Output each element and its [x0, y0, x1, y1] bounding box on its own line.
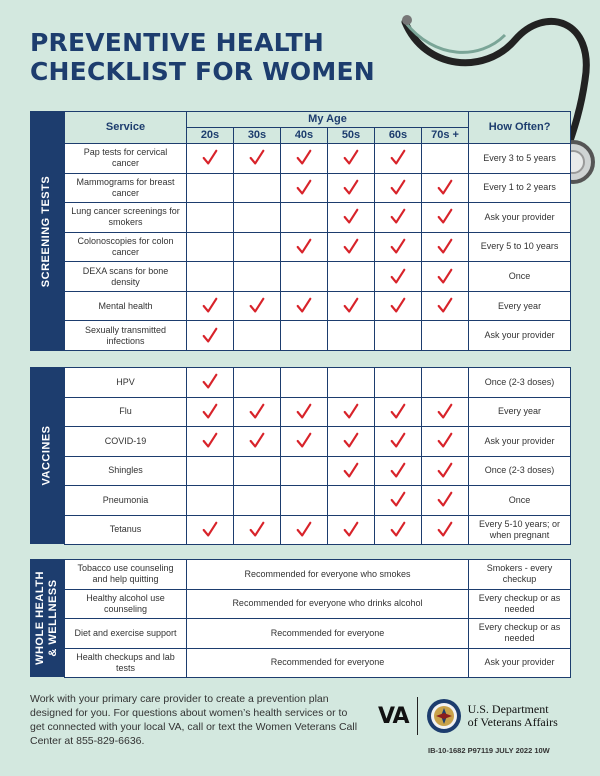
table-row [65, 560, 571, 590]
title-line-1: PREVENTIVE HEALTH [30, 28, 325, 57]
age-check-cell [328, 291, 375, 321]
age-check-cell [375, 203, 422, 233]
table-row [65, 486, 571, 516]
checkmark-icon [389, 462, 407, 480]
age-check-cell [422, 397, 469, 427]
age-check-cell [234, 368, 281, 398]
checkmark-icon [248, 432, 266, 450]
checkmark-icon [201, 297, 219, 315]
dept-line-2: of Veterans Affairs [467, 715, 558, 729]
service-cell: Lung cancer screenings for smokers [65, 203, 187, 233]
checkmark-icon [295, 521, 313, 539]
age-check-cell [422, 203, 469, 233]
how-often-cell: Every year [469, 397, 571, 427]
wellness-band [30, 559, 64, 677]
checkmark-icon [342, 297, 360, 315]
age-check-cell [328, 321, 375, 351]
checkmark-icon [436, 521, 454, 539]
checkmark-icon [248, 403, 266, 421]
checkmark-icon [342, 462, 360, 480]
age-check-cell [328, 486, 375, 516]
age-check-cell [187, 515, 234, 545]
age-check-cell [234, 515, 281, 545]
age-check-cell [234, 427, 281, 457]
service-cell: Pap tests for cervical cancer [65, 144, 187, 174]
age-check-cell [187, 262, 234, 292]
age-check-cell [328, 368, 375, 398]
age-check-cell [187, 232, 234, 262]
age-40s: 40s [281, 128, 328, 144]
service-cell: Tetanus [65, 515, 187, 545]
age-check-cell [234, 321, 281, 351]
recommendation-cell: Recommended for everyone [187, 648, 469, 678]
va-mark: VA [378, 703, 409, 729]
service-cell: Flu [65, 397, 187, 427]
how-often-cell: Ask your provider [469, 427, 571, 457]
checkmark-icon [436, 268, 454, 286]
table-row [65, 648, 571, 678]
service-cell: Tobacco use counseling and help quitting [65, 560, 187, 590]
how-often-header: How Often? [469, 112, 571, 144]
footer-text: Work with your primary care provider to create a prevention plan designed for you. For questions about women’s health services or to get connected with your local VA, call or text the Women Veterans Call Center at 855-829-6636. [30, 693, 358, 747]
my-age-header: My Age [187, 112, 469, 128]
logo-divider [417, 697, 418, 735]
table-row [65, 619, 571, 649]
vaccines-rows [65, 368, 571, 545]
age-check-cell [375, 144, 422, 174]
age-check-cell [187, 397, 234, 427]
screening-table [64, 111, 571, 351]
checkmark-icon [201, 327, 219, 345]
age-check-cell [422, 427, 469, 457]
wellness-label: WHOLE HEALTH & WELLNESS [34, 571, 60, 665]
checkmark-icon [436, 297, 454, 315]
age-check-cell [375, 397, 422, 427]
age-check-cell [375, 262, 422, 292]
age-check-cell [187, 144, 234, 174]
how-often-cell: Every 5-10 years; or when pregnant [469, 515, 571, 545]
checkmark-icon [436, 179, 454, 197]
screening-band [30, 111, 64, 351]
checkmark-icon [436, 403, 454, 421]
table-row [65, 173, 571, 203]
department-name [468, 703, 558, 729]
age-check-cell [234, 397, 281, 427]
checkmark-icon [342, 432, 360, 450]
age-check-cell [281, 144, 328, 174]
checkmark-icon [389, 521, 407, 539]
age-check-cell [281, 427, 328, 457]
age-check-cell [234, 173, 281, 203]
age-check-cell [281, 397, 328, 427]
service-cell: Shingles [65, 456, 187, 486]
age-check-cell [281, 368, 328, 398]
checkmark-icon [436, 462, 454, 480]
checkmark-icon [389, 149, 407, 167]
how-often-cell: Every 3 to 5 years [469, 144, 571, 174]
service-cell: Health checkups and lab tests [65, 648, 187, 678]
how-often-cell: Every year [469, 291, 571, 321]
age-check-cell [328, 456, 375, 486]
how-often-cell: Once (2-3 doses) [469, 456, 571, 486]
checkmark-icon [436, 238, 454, 256]
table-row [65, 321, 571, 351]
wellness-table [64, 559, 571, 678]
checkmark-icon [389, 403, 407, 421]
age-check-cell [187, 203, 234, 233]
service-cell: Pneumonia [65, 486, 187, 516]
recommendation-cell: Recommended for everyone who smokes [187, 560, 469, 590]
dept-line-1: U.S. Department [467, 702, 549, 716]
age-check-cell [281, 486, 328, 516]
checkmark-icon [342, 208, 360, 226]
table-row [65, 368, 571, 398]
service-cell: COVID-19 [65, 427, 187, 457]
age-70s-plus: 70s + [422, 128, 469, 144]
va-seal-icon [426, 698, 462, 734]
checkmark-icon [248, 297, 266, 315]
table-row [65, 291, 571, 321]
age-check-cell [328, 144, 375, 174]
table-row [65, 427, 571, 457]
table-row [65, 144, 571, 174]
checkmark-icon [342, 238, 360, 256]
age-check-cell [328, 262, 375, 292]
age-check-cell [422, 321, 469, 351]
age-check-cell [422, 456, 469, 486]
how-often-cell: Once [469, 486, 571, 516]
page-title [30, 28, 375, 86]
wellness-section [30, 559, 570, 678]
table-row [65, 456, 571, 486]
checkmark-icon [248, 521, 266, 539]
age-check-cell [375, 486, 422, 516]
checkmark-icon [201, 432, 219, 450]
service-cell: Sexually transmitted infections [65, 321, 187, 351]
age-check-cell [328, 232, 375, 262]
checkmark-icon [436, 432, 454, 450]
age-check-cell [187, 486, 234, 516]
how-often-cell: Ask your provider [469, 648, 571, 678]
vaccines-table [64, 367, 571, 545]
age-check-cell [234, 486, 281, 516]
screening-label: SCREENING TESTS [40, 175, 53, 287]
service-header: Service [65, 112, 187, 144]
service-cell: Colonoscopies for colon cancer [65, 232, 187, 262]
age-60s: 60s [375, 128, 422, 144]
checkmark-icon [389, 179, 407, 197]
service-cell: Mental health [65, 291, 187, 321]
checkmark-icon [389, 297, 407, 315]
screening-rows [65, 144, 571, 351]
vaccines-label: VACCINES [40, 425, 53, 486]
how-often-cell: Every checkup or as needed [469, 619, 571, 649]
age-check-cell [234, 262, 281, 292]
checkmark-icon [342, 149, 360, 167]
age-check-cell [234, 203, 281, 233]
age-check-cell [328, 515, 375, 545]
checkmark-icon [342, 179, 360, 197]
title-line-2: CHECKLIST FOR WOMEN [30, 57, 375, 86]
checkmark-icon [295, 238, 313, 256]
age-check-cell [281, 232, 328, 262]
service-cell: Diet and exercise support [65, 619, 187, 649]
vaccines-section [30, 367, 570, 545]
age-50s: 50s [328, 128, 375, 144]
how-often-cell: Ask your provider [469, 203, 571, 233]
checkmark-icon [295, 149, 313, 167]
how-often-cell: Ask your provider [469, 321, 571, 351]
recommendation-cell: Recommended for everyone who drinks alcohol [187, 589, 469, 619]
age-check-cell [187, 291, 234, 321]
checkmark-icon [201, 521, 219, 539]
checkmark-icon [436, 208, 454, 226]
table-row [65, 397, 571, 427]
age-check-cell [375, 291, 422, 321]
age-check-cell [281, 203, 328, 233]
age-check-cell [281, 291, 328, 321]
age-check-cell [422, 486, 469, 516]
age-check-cell [187, 321, 234, 351]
age-check-cell [234, 144, 281, 174]
checkmark-icon [201, 403, 219, 421]
checkmark-icon [295, 432, 313, 450]
how-often-cell: Once (2-3 doses) [469, 368, 571, 398]
how-often-cell: Once [469, 262, 571, 292]
age-check-cell [375, 232, 422, 262]
age-check-cell [422, 232, 469, 262]
age-check-cell [234, 291, 281, 321]
age-30s: 30s [234, 128, 281, 144]
table-row [65, 589, 571, 619]
checkmark-icon [389, 432, 407, 450]
wellness-rows [65, 560, 571, 678]
age-check-cell [281, 321, 328, 351]
age-check-cell [422, 515, 469, 545]
how-often-cell: Smokers - every checkup [469, 560, 571, 590]
age-check-cell [328, 427, 375, 457]
how-often-cell: Every checkup or as needed [469, 589, 571, 619]
age-check-cell [281, 456, 328, 486]
vaccines-band [30, 367, 64, 544]
age-check-cell [328, 397, 375, 427]
service-cell: HPV [65, 368, 187, 398]
screening-section [30, 111, 570, 351]
how-often-cell: Every 5 to 10 years [469, 232, 571, 262]
table-row [65, 203, 571, 233]
recommendation-cell: Recommended for everyone [187, 619, 469, 649]
age-check-cell [328, 203, 375, 233]
table-row [65, 262, 571, 292]
checkmark-icon [295, 297, 313, 315]
checkmark-icon [389, 491, 407, 509]
checkmark-icon [295, 179, 313, 197]
age-check-cell [187, 368, 234, 398]
checkmark-icon [389, 238, 407, 256]
age-check-cell [234, 232, 281, 262]
service-cell: DEXA scans for bone density [65, 262, 187, 292]
age-check-cell [375, 368, 422, 398]
age-check-cell [375, 173, 422, 203]
checkmark-icon [342, 403, 360, 421]
age-check-cell [375, 456, 422, 486]
checkmark-icon [389, 268, 407, 286]
age-check-cell [281, 262, 328, 292]
checkmark-icon [201, 373, 219, 391]
publication-code: IB-10-1682 P97119 JULY 2022 10W [428, 746, 550, 755]
age-check-cell [422, 291, 469, 321]
age-check-cell [375, 515, 422, 545]
age-check-cell [234, 456, 281, 486]
age-check-cell [328, 173, 375, 203]
age-check-cell [187, 456, 234, 486]
age-check-cell [422, 262, 469, 292]
service-cell: Mammograms for breast cancer [65, 173, 187, 203]
age-check-cell [422, 173, 469, 203]
va-logo [378, 694, 558, 738]
table-row [65, 515, 571, 545]
age-check-cell [281, 515, 328, 545]
checkmark-icon [342, 521, 360, 539]
checkmark-icon [201, 149, 219, 167]
service-cell: Healthy alcohol use counseling [65, 589, 187, 619]
checkmark-icon [248, 149, 266, 167]
checkmark-icon [436, 491, 454, 509]
checkmark-icon [389, 208, 407, 226]
age-check-cell [187, 427, 234, 457]
table-row [65, 232, 571, 262]
age-check-cell [187, 173, 234, 203]
age-check-cell [281, 173, 328, 203]
how-often-cell: Every 1 to 2 years [469, 173, 571, 203]
age-check-cell [422, 144, 469, 174]
checkmark-icon [295, 403, 313, 421]
age-check-cell [375, 321, 422, 351]
age-20s: 20s [187, 128, 234, 144]
age-check-cell [422, 368, 469, 398]
age-check-cell [375, 427, 422, 457]
